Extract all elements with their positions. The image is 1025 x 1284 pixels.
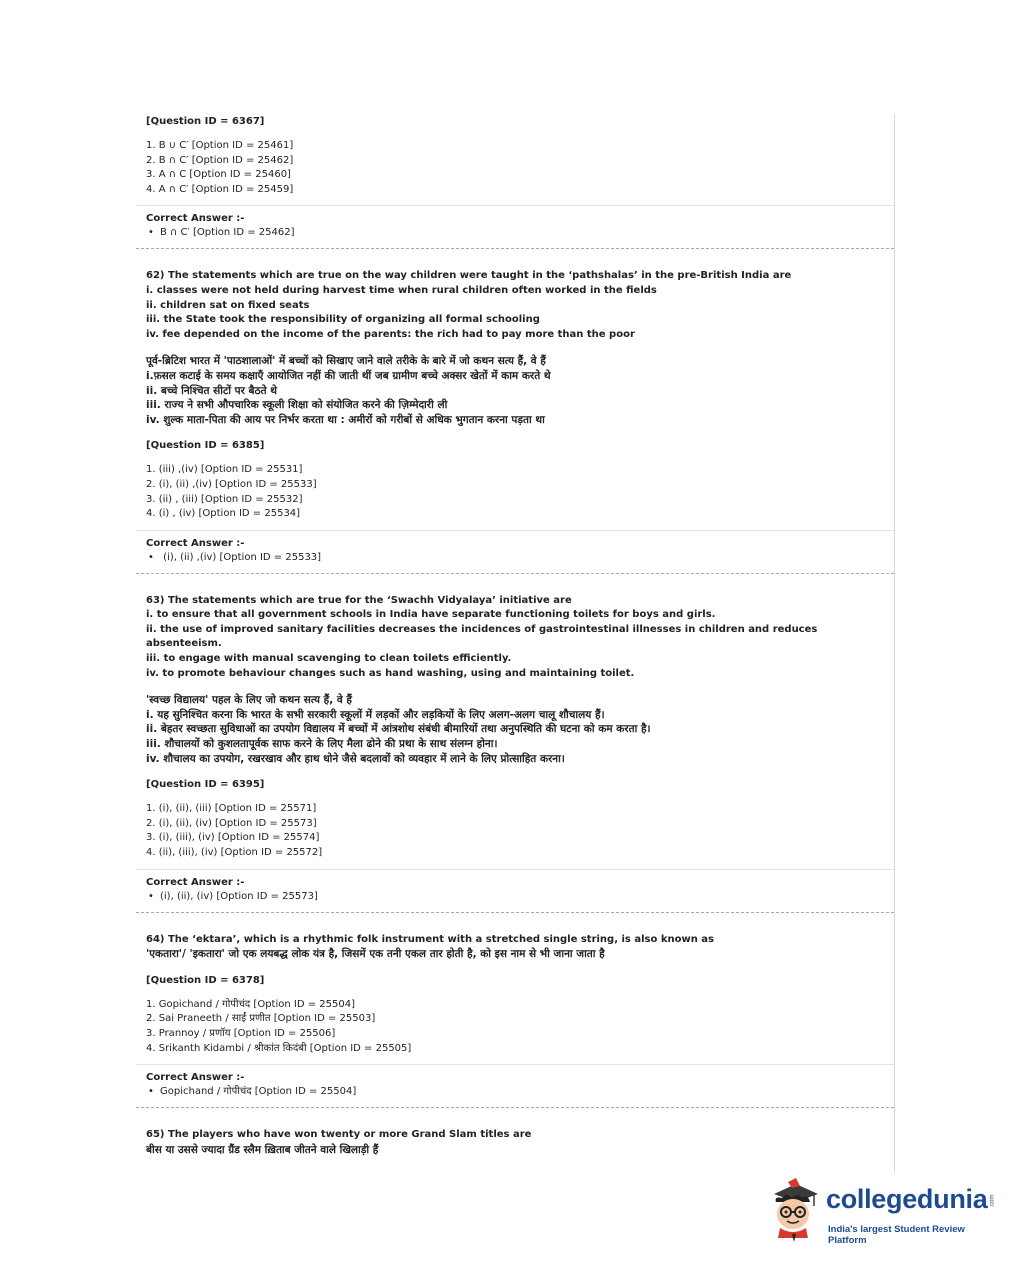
option: 1. (iii) ,(iv) [Option ID = 25531] [146, 464, 303, 476]
question-64 [136, 913, 894, 1057]
statement-hindi: iv. शुल्क माता-पिता की आय पर निर्भर करता था : अमीरों को गरीबों से अधिक भुगतान करना पड़ता था [146, 413, 545, 426]
statement-hindi: ii. बच्चे निश्चित सीटों पर बैठते थे [146, 384, 278, 397]
option: 2. (i), (ii), (iv) [Option ID = 25573] [146, 817, 317, 829]
correct-answer-section [136, 206, 894, 240]
question-text: 63) The statements which are true for the ‘Swachh Vidyalaya’ initiative are [146, 594, 572, 606]
option: 4. (ii), (iii), (iv) [Option ID = 25572] [146, 847, 323, 858]
option: 4. A ∩ C′ [Option ID = 25459] [146, 183, 294, 195]
correct-answer-label: Correct Answer :- [146, 876, 245, 888]
option: 4. Srikanth Kidambi / श्रीकांत किदंबी [Option ID = 25505] [146, 1042, 412, 1054]
option: 1. (i), (ii), (iii) [Option ID = 25571] [146, 803, 317, 815]
question-text: 62) The statements which are true on the way children were taught in the ‘pathshalas’ in the pre-British India are [146, 270, 792, 282]
statement: i. to ensure that all government schools in India have separate functioning toilets for boys and girls. [146, 609, 716, 621]
question-63 [136, 574, 894, 861]
option: 4. (i) , (iv) [Option ID = 25534] [146, 508, 301, 520]
option: 3. (ii) , (iii) [Option ID = 25532] [146, 493, 303, 505]
statement-hindi: iii. राज्य ने सभी औपचारिक स्कूली शिक्षा को संयोजित करने की ज़िम्मेदारी ली [146, 399, 448, 412]
statement: iii. the State took the responsibility of organizing all formal schooling [146, 314, 540, 326]
statement: ii. children sat on fixed seats [146, 299, 310, 311]
correct-answer-section [136, 1065, 894, 1099]
statement-hindi: i.फ़सल कटाई के समय कक्षाएँ आयोजित नहीं की जाती थीं जब ग्रामीण बच्चे अक्सर खेतों में काम करते थे [146, 369, 551, 382]
correct-answer: • Gopichand / गोपीचंद [Option ID = 25504] [148, 1086, 357, 1098]
statement-hindi: ii. बेहतर स्वच्छता सुविधाओं का उपयोग विद्यालय में बच्चों में आंत्रशोथ संबंधी बीमारियों तथा अनुपस्थिति की घटना को कम करता है। [146, 723, 651, 736]
mascot-icon [766, 1176, 822, 1242]
option: 3. A ∩ C [Option ID = 25460] [146, 169, 291, 181]
option-list [146, 139, 884, 197]
option: 3. Prannoy / प्रणॉय [Option ID = 25506] [146, 1027, 336, 1039]
question-text: 65) The players who have won twenty or more Grand Slam titles are [146, 1129, 532, 1141]
correct-answer-label: Correct Answer :- [146, 1072, 245, 1084]
option: 2. Sai Praneeth / साईं प्रणीत [Option ID = 25503] [146, 1013, 376, 1025]
statement: iv. fee depended on the income of the parents: the rich had to pay more than the poor [146, 328, 635, 340]
option: 1. Gopichand / गोपीचंद [Option ID = 25504] [146, 998, 355, 1010]
collegedunia-logo [766, 1176, 996, 1248]
correct-answer: • (i), (ii), (iv) [Option ID = 25573] [148, 890, 318, 902]
option: 1. B ∪ C′ [Option ID = 25461] [146, 140, 294, 151]
statement-hindi: i. यह सुनिश्चित करना कि भारत के सभी सरकारी स्कूलों में लड़कों और लड़कियों के लिए अलग-अलग चालू शौचालय हैं। [146, 708, 605, 721]
question-text: 64) The ‘ektara’, which is a rhythmic folk instrument with a stretched single string, is also known as [146, 933, 715, 945]
correct-answer: • (i), (ii) ,(iv) [Option ID = 25533] [148, 551, 322, 563]
question-62 [136, 249, 894, 521]
statement: iv. to promote behaviour changes such as hand washing, using and maintaining toilet. [146, 667, 635, 679]
correct-answer: • B ∩ C′ [Option ID = 25462] [148, 227, 295, 239]
question-text-hindi: 'एकतारा'/ 'इकतारा' जो एक लयबद्ध लोक यंत्र है, जिसमें एक तनी एकल तार होती है, को इस नाम से भी जाना जाता है [146, 948, 605, 961]
question-id: [Question ID = 6378] [146, 974, 265, 986]
question-id: [Question ID = 6367] [146, 116, 265, 127]
option-list [146, 998, 884, 1056]
question-65 [136, 1108, 894, 1157]
correct-answer-label: Correct Answer :- [146, 537, 245, 549]
option-list [146, 463, 884, 521]
question-text-hindi: बीस या उससे ज्यादा ग्रैंड स्लैम ख़िताब जीतने वाले खिलाड़ी हैं [146, 1143, 379, 1156]
statement: iii. to engage with manual scavenging to clean toilets efficiently. [146, 653, 512, 665]
correct-answer-section [136, 870, 894, 904]
option: 3. (i), (iii), (iv) [Option ID = 25574] [146, 832, 320, 844]
logo-suffix: .com [989, 1194, 996, 1208]
statement-hindi: iii. शौचालयों को कुशलतापूर्वक साफ करने के लिए मैला ढोने की प्रथा के साथ संलग्न होना। [146, 738, 498, 751]
option-list [146, 802, 884, 860]
logo-tagline: India's largest Student Review Platform [828, 1224, 965, 1246]
correct-answer-section [136, 531, 894, 565]
option: 2. (i), (ii) ,(iv) [Option ID = 25533] [146, 478, 317, 490]
question-61 [136, 114, 894, 197]
statement: ii. the use of improved sanitary facilities decreases the incidences of gastrointestinal illnesses in children and reduces absenteeism. [146, 623, 818, 650]
question-text-hindi: पूर्व-ब्रिटिश भारत में 'पाठशालाओं' में बच्चों को सिखाए जाने वाले तरीके के बारे में जो कथन सत्य हैं, वे हैं [146, 355, 546, 368]
logo-wordmark: collegedunia [826, 1184, 988, 1214]
statement-hindi: iv. शौचालय का उपयोग, रखरखाव और हाथ धोने जैसे बदलावों को व्यवहार में लाने के लिए प्रोत्साहित करना। [146, 752, 565, 765]
exam-page [136, 114, 895, 1172]
correct-answer-label: Correct Answer :- [146, 213, 245, 225]
question-id: [Question ID = 6395] [146, 779, 265, 791]
question-text-hindi: 'स्वच्छ विद्यालय' पहल के लिए जो कथन सत्य हैं, वे हैं [146, 694, 352, 707]
question-id: [Question ID = 6385] [146, 440, 265, 452]
option: 2. B ∩ C′ [Option ID = 25462] [146, 154, 294, 166]
statement: i. classes were not held during harvest time when rural children often worked in the fields [146, 284, 657, 296]
